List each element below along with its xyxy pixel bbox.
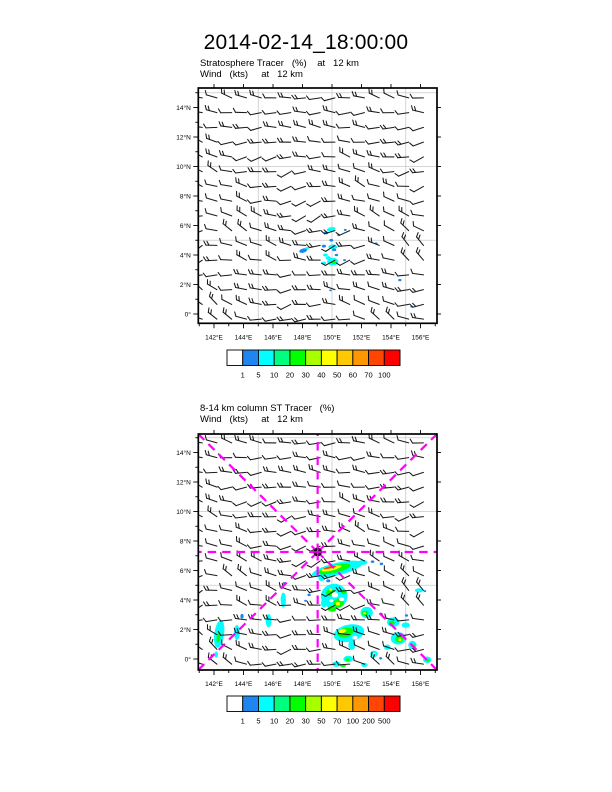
svg-text:100: 100 <box>346 716 360 726</box>
svg-text:2°N: 2°N <box>179 626 191 634</box>
svg-text:200: 200 <box>362 716 375 726</box>
svg-text:5: 5 <box>256 370 261 380</box>
svg-text:70: 70 <box>364 370 373 380</box>
svg-text:20: 20 <box>285 716 295 726</box>
svg-text:12°N: 12°N <box>176 479 191 487</box>
top-map-axis-ticks <box>193 84 441 328</box>
svg-text:152°E: 152°E <box>352 681 371 688</box>
bottom-panel-subtitle-wind: Wind (kts) at 12 km <box>200 414 303 425</box>
svg-text:14°N: 14°N <box>176 449 191 457</box>
svg-text:12°N: 12°N <box>176 134 191 142</box>
svg-text:10°N: 10°N <box>176 163 191 171</box>
svg-text:4°N: 4°N <box>179 597 191 605</box>
svg-text:10: 10 <box>270 716 279 726</box>
svg-text:2°N: 2°N <box>179 281 191 289</box>
bottom-colorbar-labels <box>241 717 391 726</box>
svg-text:500: 500 <box>378 716 391 726</box>
top-map-panel <box>176 84 441 380</box>
svg-text:148°E: 148°E <box>293 681 312 688</box>
figure-title: 2014-02-14_18:00:00 <box>203 31 409 54</box>
bottom-panel-subtitle-tracer: 8-14 km column ST Tracer (%) <box>200 402 335 414</box>
svg-text:1: 1 <box>240 716 245 726</box>
svg-text:146°E: 146°E <box>264 681 282 688</box>
svg-text:154°E: 154°E <box>382 681 400 688</box>
svg-text:146°E: 146°E <box>264 334 282 342</box>
svg-text:14°N: 14°N <box>176 104 191 112</box>
top-map-wind-barbs <box>188 89 423 322</box>
svg-text:6°N: 6°N <box>179 222 191 230</box>
top-map-tracer-blobs <box>299 226 413 307</box>
svg-text:0°: 0° <box>184 656 191 664</box>
svg-text:148°E: 148°E <box>293 334 312 342</box>
svg-text:100: 100 <box>378 370 391 380</box>
bottom-colorbar <box>227 696 400 712</box>
svg-text:50: 50 <box>332 370 342 380</box>
top-map-frame <box>198 88 437 323</box>
svg-text:144°E: 144°E <box>234 334 253 342</box>
svg-text:142°E: 142°E <box>205 681 223 688</box>
svg-text:0°: 0° <box>184 311 191 319</box>
svg-text:150°E: 150°E <box>323 334 341 342</box>
bottom-map-panel <box>176 430 441 726</box>
svg-text:4°N: 4°N <box>179 252 191 260</box>
svg-text:50: 50 <box>317 716 326 726</box>
svg-text:10: 10 <box>270 370 279 380</box>
svg-text:20: 20 <box>285 370 295 380</box>
top-panel-subtitle-tracer: Stratosphere Tracer (%) at 12 km <box>200 57 359 69</box>
top-panel-subtitle-wind: Wind (kts) at 12 km <box>200 69 303 80</box>
svg-text:10°N: 10°N <box>176 508 191 516</box>
svg-text:70: 70 <box>332 716 342 726</box>
bottom-map-axis-labels <box>176 449 430 688</box>
svg-text:8°N: 8°N <box>179 193 191 201</box>
svg-text:40: 40 <box>317 370 326 380</box>
svg-text:1: 1 <box>240 370 245 380</box>
svg-text:152°E: 152°E <box>352 334 371 342</box>
svg-text:156°E: 156°E <box>411 681 430 688</box>
top-colorbar-labels <box>241 371 391 380</box>
top-map-axis-labels <box>176 104 430 341</box>
svg-text:60: 60 <box>348 370 358 380</box>
svg-text:142°E: 142°E <box>205 334 223 342</box>
svg-text:8°N: 8°N <box>179 538 191 546</box>
svg-text:6°N: 6°N <box>179 567 191 575</box>
svg-text:156°E: 156°E <box>411 334 430 342</box>
svg-text:5: 5 <box>256 716 261 726</box>
svg-text:30: 30 <box>301 716 310 726</box>
svg-text:150°E: 150°E <box>323 681 341 688</box>
top-colorbar <box>227 350 400 366</box>
svg-text:30: 30 <box>301 370 310 380</box>
svg-text:144°E: 144°E <box>234 681 253 688</box>
top-map-gridlines <box>198 88 437 323</box>
svg-text:154°E: 154°E <box>382 334 400 342</box>
